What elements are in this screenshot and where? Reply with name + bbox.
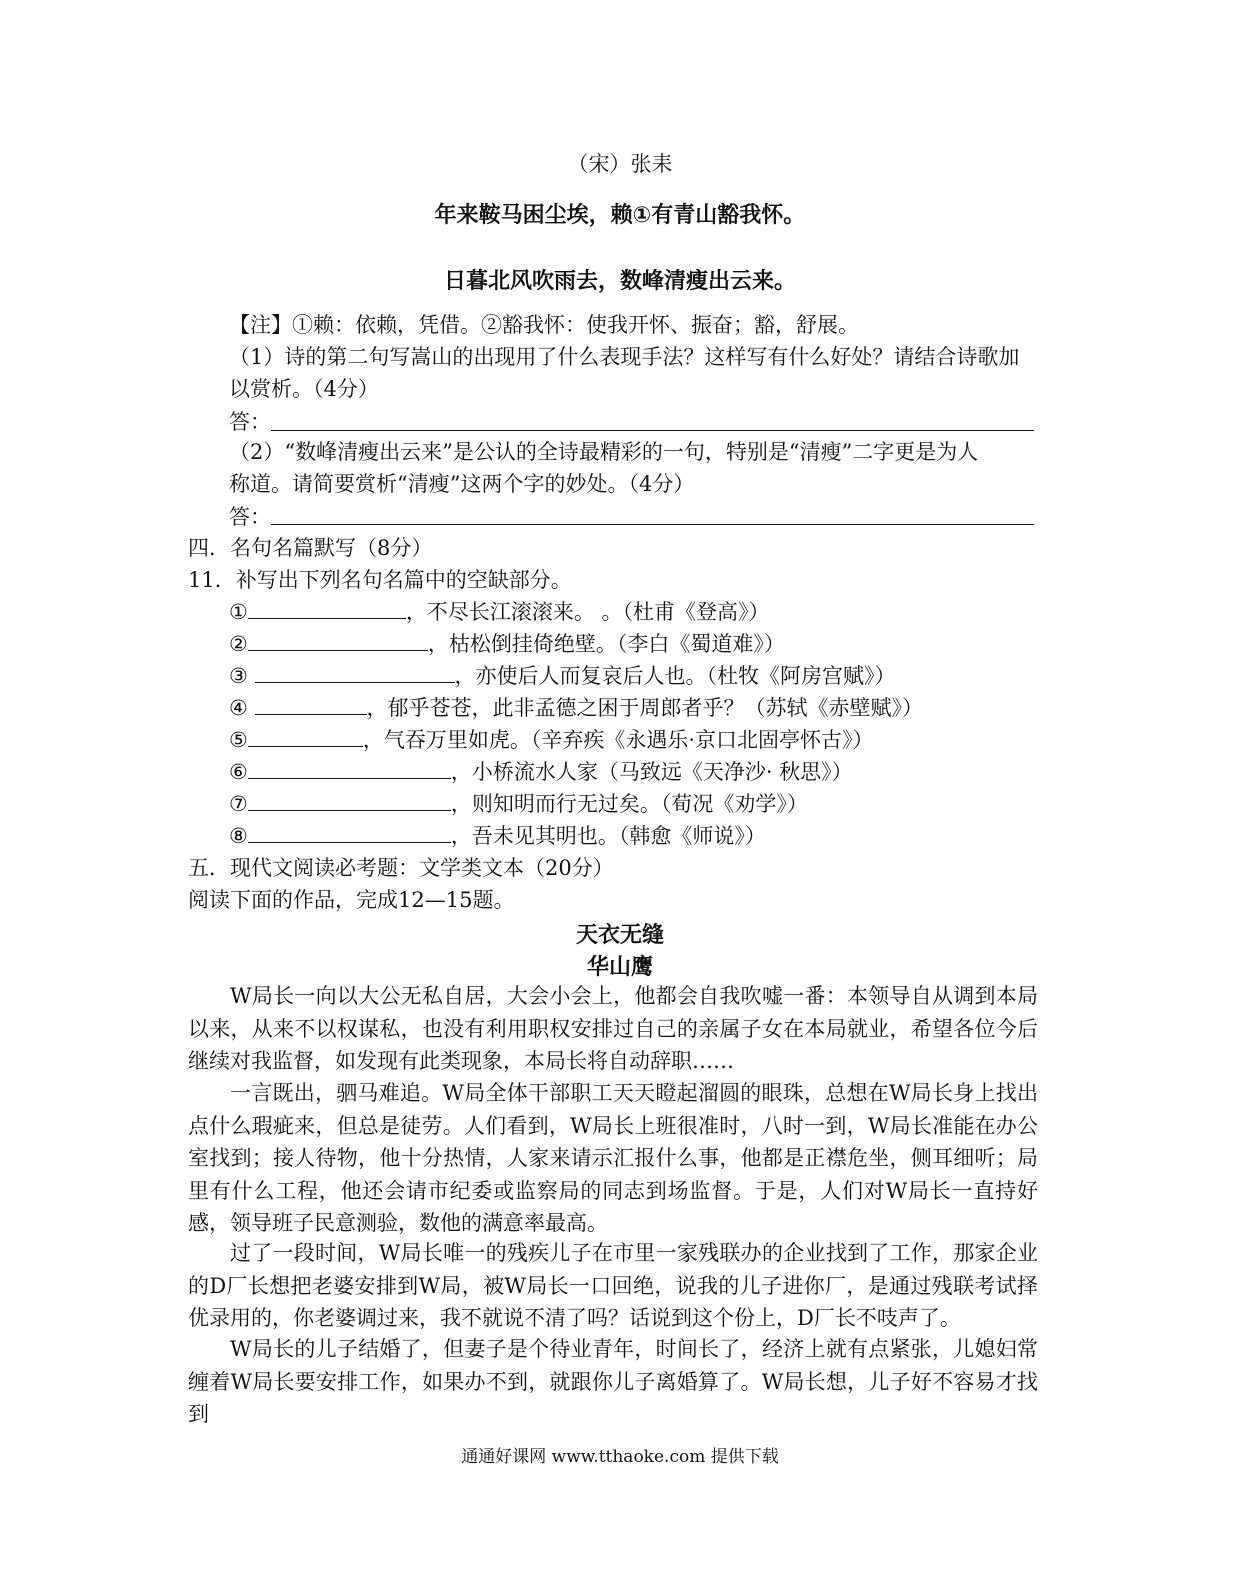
story-paragraph-2: 一言既出，驷马难追。W局全体干部职工天天瞪起溜圆的眼珠，总想在W局长身上找出点什么瑕疵来，但总是徒劳。人们看到，W局长上班很准时，八时一到，W局长准能在办公室找到；接人待物，他十分热情，人家来请示汇报什么事，他都是正襟危坐，侧耳细听；局里有什么工程，他还会请市纪委或监察局的同志到场监督。于是，人们对W局长一直持好感，领导班子民意测验，数他的满意率最高。 <box>188 1081 1038 1235</box>
fill-item-number: ⑤ <box>229 728 248 752</box>
story-title: 天衣无缝 <box>575 923 664 948</box>
fill-item-text: ，枯松倒挂倚绝壁。（李白《蜀道难》） <box>427 632 785 656</box>
fill-item-5 <box>229 724 874 756</box>
fill-item-number: ③ <box>229 664 248 688</box>
poem-author: （宋）张耒 <box>567 152 673 176</box>
answer-label-2: 答： <box>229 505 271 529</box>
fill-item-text: ，吾未见其明也。（韩愈《师说》） <box>450 824 766 848</box>
page-footer: 通通好课网 www.tthaoke.com 提供下载 <box>461 1447 779 1467</box>
fill-blank[interactable] <box>248 788 451 811</box>
question-11: 11．补写出下列名句名篇中的空缺部分。 <box>188 568 572 592</box>
fill-blank[interactable] <box>255 692 367 715</box>
fill-blank[interactable] <box>255 660 455 683</box>
fill-item-number: ① <box>229 600 248 624</box>
fill-item-number: ⑧ <box>229 824 248 848</box>
reading-instruction: 阅读下面的作品，完成12—15题。 <box>188 888 515 912</box>
fill-item-text: ，郁乎苍苍，此非孟德之困于周郎者乎？（苏轼《赤壁赋》） <box>366 696 924 720</box>
section-5-heading: 五．现代文阅读必考题：文学类文本（20分） <box>188 856 614 880</box>
fill-item-text: ，不尽长江滚滚来。 。（杜甫《登高》） <box>405 600 770 624</box>
fill-item-7 <box>229 788 808 820</box>
fill-item-4 <box>229 692 923 724</box>
poem-line-2: 日暮北风吹雨去，数峰清瘦出云来。 <box>443 269 796 294</box>
fill-item-text: ，亦使后人而复哀后人也。（杜牧《阿房宫赋》） <box>454 664 896 688</box>
fill-item-6 <box>229 756 853 788</box>
fill-item-2 <box>229 628 785 660</box>
fill-item-text: ，则知明而行无过矣。（荀况《劝学》） <box>450 792 808 816</box>
fill-blank[interactable] <box>248 724 363 747</box>
fill-item-text: ，气吞万里如虎。（辛弃疾《永遇乐·京口北固亭怀古》） <box>362 728 874 752</box>
fill-item-1 <box>229 596 770 628</box>
fill-item-number: ⑥ <box>229 760 248 784</box>
section-4-heading: 四．名句名篇默写（8分） <box>188 536 433 560</box>
story-author: 华山鹰 <box>586 955 653 980</box>
answer-label-1: 答： <box>229 410 271 434</box>
question-1-line-1: （1）诗的第二句写嵩山的出现用了什么表现手法？这样写有什么好处？请结合诗歌加 <box>229 345 1020 369</box>
answer-line-2[interactable] <box>271 524 1034 525</box>
question-2-line-2: 称道。请简要赏析“清瘦”这两个字的妙处。（4分） <box>229 472 695 496</box>
story-paragraph-3: 过了一段时间，W局长唯一的残疾儿子在市里一家残联办的企业找到了工作，那家企业的D厂长想把老婆安排到W局，被W局长一口回绝，说我的儿子进你厂，是通过残联考试择优录用的，你老婆调过来，我不就说不清了吗？话说到这个份上，D厂长不吱声了。 <box>188 1241 1038 1330</box>
story-paragraph-4: W局长的儿子结婚了，但妻子是个待业青年，时间长了，经济上就有点紧张，儿媳妇常缠着W局长要安排工作，如果办不到，就跟你儿子离婚算了。W局长想，儿子好不容易才找到 <box>188 1337 1038 1426</box>
poem-note: 【注】①赖：依赖，凭借。②豁我怀：使我开怀、振奋；豁，舒展。 <box>229 313 859 337</box>
fill-item-number: ⑦ <box>229 792 248 816</box>
question-1-line-2: 以赏析。（4分） <box>229 377 379 401</box>
fill-item-number: ② <box>229 632 248 656</box>
fill-blank[interactable] <box>248 628 428 651</box>
fill-item-8 <box>229 820 766 852</box>
poem-line-1: 年来鞍马困尘埃，赖①有青山豁我怀。 <box>434 203 806 228</box>
answer-line-1[interactable] <box>271 430 1034 431</box>
story-paragraph-1: W局长一向以大公无私自居，大会小会上，他都会自我吹嘘一番：本领导自从调到本局以来，从来不以权谋私，也没有利用职权安排过自己的亲属子女在本局就业，希望各位今后继续对我监督，如发现有此类现象，本局长将自动辞职…… <box>188 984 1038 1073</box>
fill-item-number: ④ <box>229 696 248 720</box>
fill-blank[interactable] <box>248 820 451 843</box>
question-2-line-1: （2）“数峰清瘦出云来”是公认的全诗最精彩的一句，特别是“清瘦”二字更是为人 <box>229 440 979 464</box>
fill-item-3 <box>229 660 896 692</box>
fill-item-text: ，小桥流水人家（马致远《天净沙· 秋思》） <box>450 760 853 784</box>
fill-blank[interactable] <box>248 596 406 619</box>
fill-blank[interactable] <box>248 756 451 779</box>
